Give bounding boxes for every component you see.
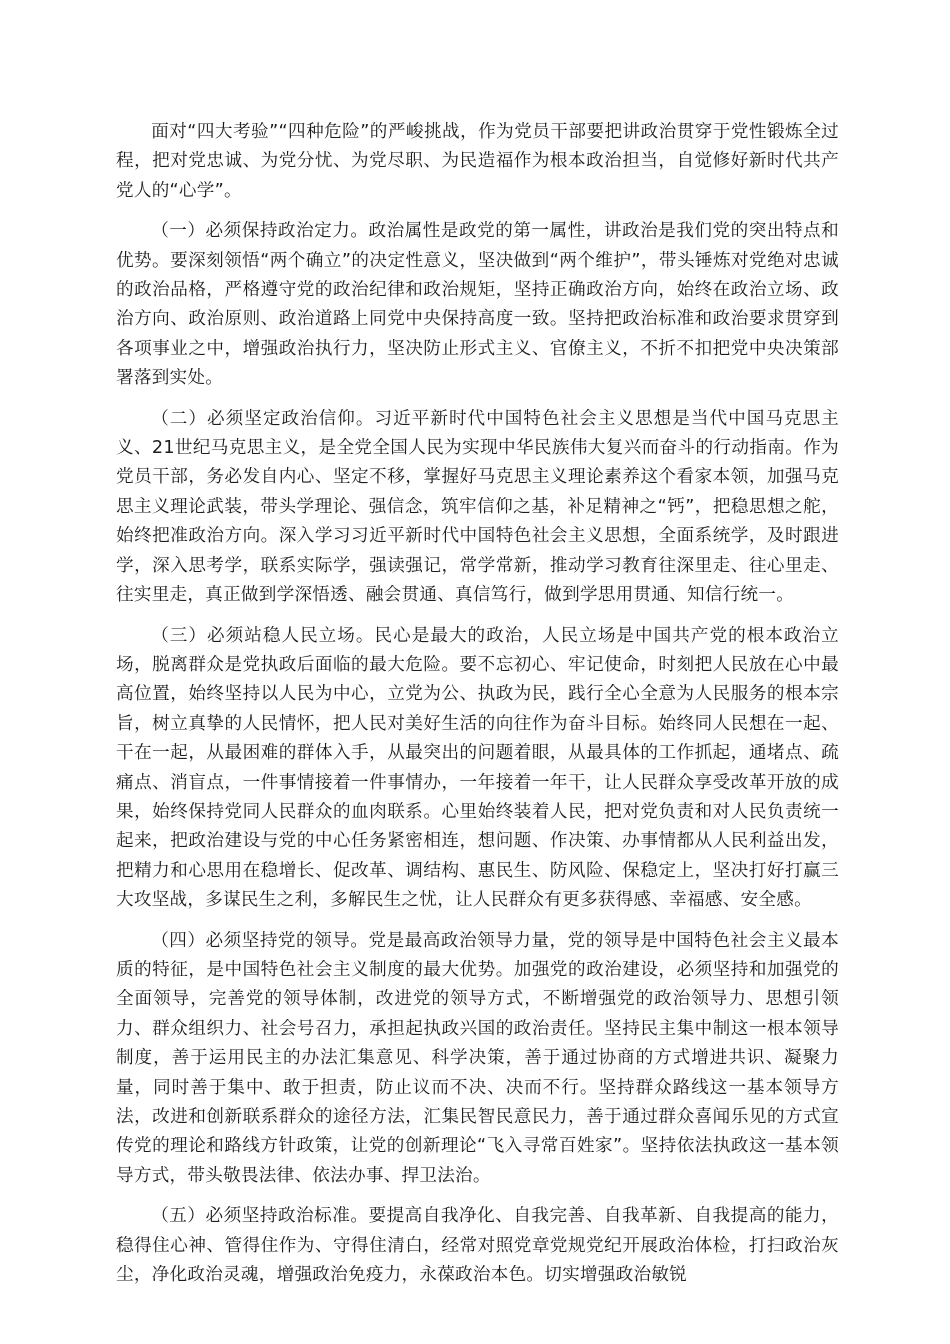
paragraph-section-4: （四）必须坚持党的领导。党是最高政治领导力量，党的领导是中国特色社会主义最本质的特征，是中国特色社会主义制度的最大优势。加强党的政治建设，必须坚持和加强党的全面领导，完善党的领导体制，改进党的领导方式，不断增强党的政治领导力、思想引领力、群众组织力、社会号召力，承担起执政兴国的政治责任。坚持民主集中制这一根本领导制度，善于运用民主的办法汇集意见、科学决策，善于通过协商的方式增进共识、凝聚力量，同时善于集中、敢于担责，防止议而不决、决而不行。坚持群众路线这一基本领导方法，改进和创新联系群众的途径方法，汇集民智民意民力，善于通过群众喜闻乐见的方式宣传党的理论和路线方针政策，让党的创新理论“飞入寻常百姓家”。坚持依法执政这一基本领导方式，带头敬畏法律、依法办事、捍卫法治。 xyxy=(116,930,839,1186)
paragraph-section-3: （三）必须站稳人民立场。民心是最大的政治，人民立场是中国共产党的根本政治立场，脱离群众是党执政后面临的最大危险。要不忘初心、牢记使命，时刻把人民放在心中最高位置，始终坚持以人民为中心，立党为公、执政为民，践行全心全意为人民服务的根本宗旨，树立真挚的人民情怀，把人民对美好生活的向往作为奋斗目标。始终同人民想在一起、干在一起，从最困难的群体入手，从最突出的问题着眼，从最具体的工作抓起，通堵点、疏痛点、消盲点，一件事情接着一件事情办，一年接着一年干，让人民群众享受改革开放的成果，始终保持党同人民群众的血肉联系。心里始终装着人民，把对党负责和对人民负责统一起来，把政治建设与党的中心任务紧密相连，想问题、作决策、办事情都从人民利益出发，把精力和心思用在稳增长、促改革、调结构、惠民生、防风险、保稳定上，坚决打好打赢三大攻坚战，多谋民生之利，多解民生之忧，让人民群众有更多获得感、幸福感、安全感。 xyxy=(116,625,839,911)
paragraph-section-2: （二）必须坚定政治信仰。习近平新时代中国特色社会主义思想是当代中国马克思主义、21世纪马克思主义，是全党全国人民为实现中华民族伟大复兴而奋斗的行动指南。作为党员干部，务必发自内心、坚定不移，掌握好马克思主义理论素养这个看家本领，加强马克思主义理论武装，带头学理论、强信念，筑牢信仰之基，补足精神之“钙”，把稳思想之舵，始终把准政治方向。深入学习习近平新时代中国特色社会主义思想，全面系统学，及时跟进学，深入思考学，联系实际学，强读强记，常学常新，推动学习教育往深里走、往心里走、往实里走，真正做到学深悟透、融会贯通、真信笃行，做到学思用贯通、知信行统一。 xyxy=(116,408,839,606)
paragraph-section-5: （五）必须坚持政治标准。要提高自我净化、自我完善、自我革新、自我提高的能力，稳得住心神、管得住作为、守得住清白，经常对照党章党规党纪开展政治体检，打扫政治灰尘，净化政治灵魂，增强政治免疫力，永葆政治本色。切实增强政治敏锐 xyxy=(116,1206,839,1286)
paragraph-section-1: （一）必须保持政治定力。政治属性是政党的第一属性，讲政治是我们党的突出特点和优势。要深刻领悟“两个确立”的决定性意义，坚决做到“两个维护”，带头锤炼对党绝对忠诚的政治品格，严格遵守党的政治纪律和政治规矩，坚持正确政治方向，始终在政治立场、政治方向、政治原则、政治道路上同党中央保持高度一致。坚持把政治标准和政治要求贯穿到各项事业之中，增强政治执行力，坚决防止形式主义、官僚主义，不折不扣把党中央决策部署落到实处。 xyxy=(116,221,839,389)
document-body xyxy=(116,118,839,1301)
paragraph-intro: 面对“四大考验”“四种危险”的严峻挑战，作为党员干部要把讲政治贯穿于党性锻炼全过程，把对党忠诚、为党分忧、为党尽职、为民造福作为根本政治担当，自觉修好新时代共产党人的“心学”。 xyxy=(116,122,839,201)
